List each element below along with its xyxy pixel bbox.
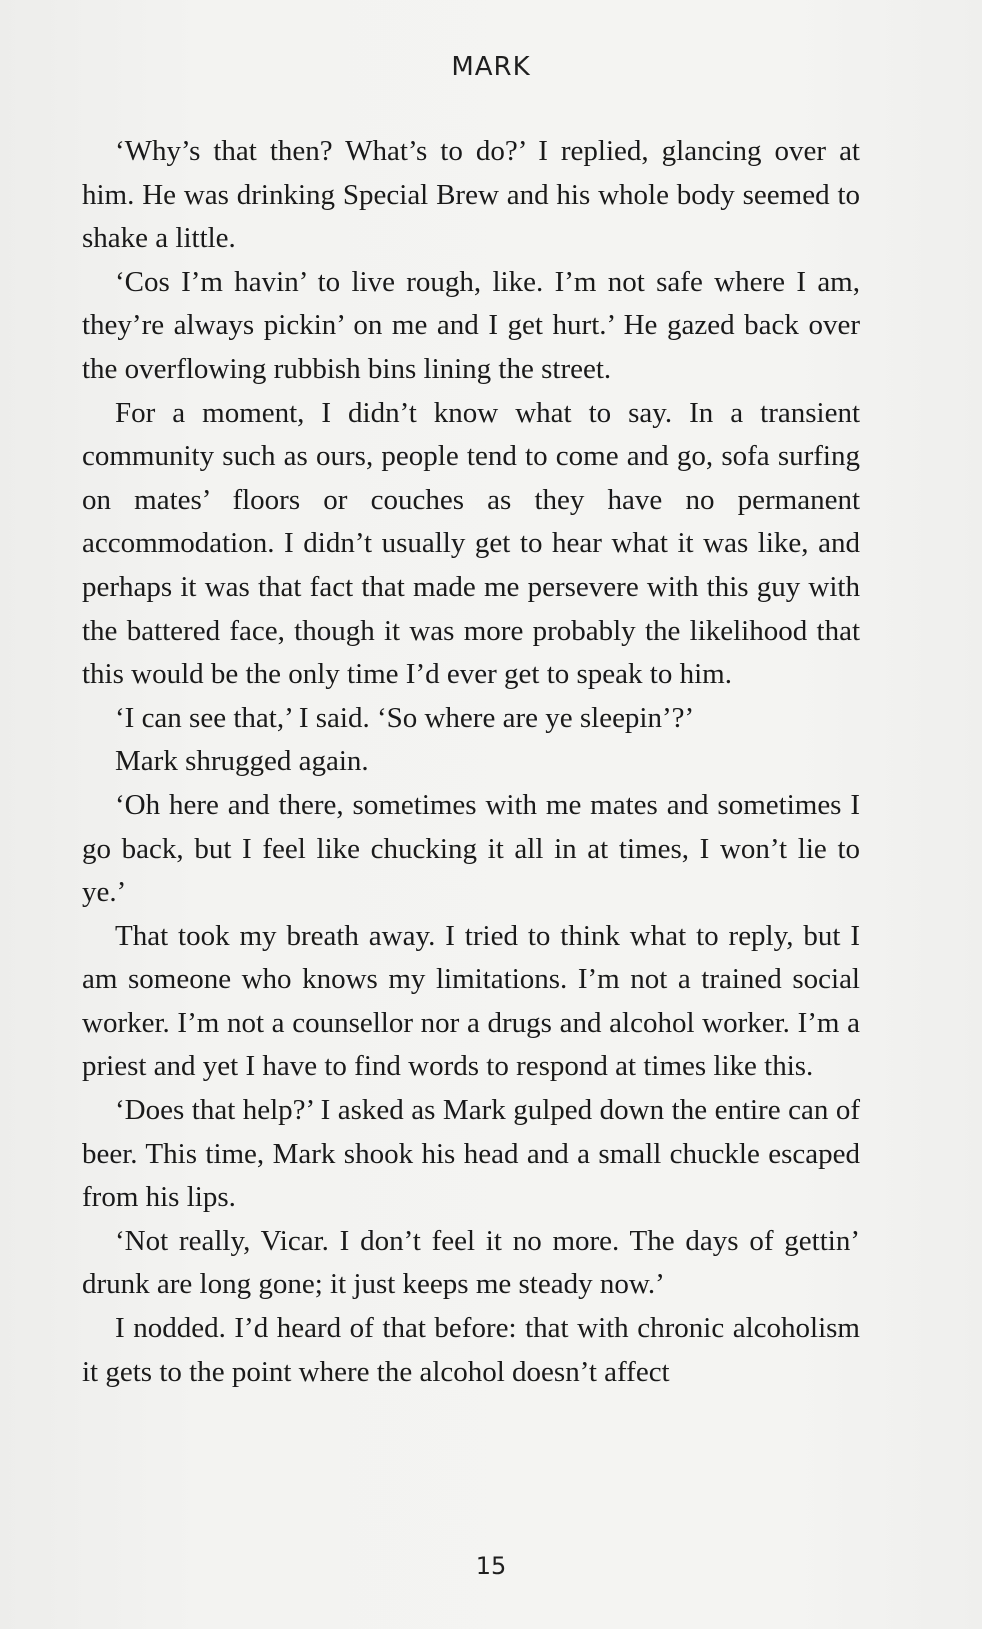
body-text [82,130,860,1394]
paragraph: ‘Why’s that then? What’s to do?’ I replied, glancing over at him. He was drinking Special Brew and his whole body seemed to shake a little. [82,135,860,255]
paragraph: ‘I can see that,’ I said. ‘So where are ye sleepin’?’ [115,701,695,734]
paragraph: For a moment, I didn’t know what to say. In a transient community such as ours, people tend to come and go, sofa surfing on mates’ floors or couches as they have no permanent accommodation. I didn’t usually get to hear what it was like, and perhaps it was that fact that made me persevere with this guy with the battered face, though it was more probably the likelihood that this would be the only time I’d ever get to speak to him. [82,396,860,691]
paragraph: That took my breath away. I tried to think what to reply, but I am someone who knows my limitations. I’m not a trained social worker. I’m not a counsellor nor a drugs and alcohol worker. I’m a priest and yet I have to find words to respond at times like this. [82,919,860,1083]
paragraph: ‘Does that help?’ I asked as Mark gulped down the entire can of beer. This time, Mark shook his head and a small chuckle escaped from his lips. [82,1094,860,1214]
running-head: MARK [451,52,531,82]
paragraph: I nodded. I’d heard of that before: that with chronic alcoholism it gets to the point where the alcohol doesn’t affect [82,1312,860,1388]
paragraph: Mark shrugged again. [115,745,369,778]
paragraph: ‘Oh here and there, sometimes with me mates and sometimes I go back, but I feel like chucking it all in at times, I won’t lie to ye.’ [82,788,860,909]
paragraph: ‘Cos I’m havin’ to live rough, like. I’m not safe where I am, they’re always pickin’ on me and I get hurt.’ He gazed back over the overflowing rubbish bins lining the street. [82,265,860,385]
page-number: 15 [475,1552,507,1580]
paragraph: ‘Not really, Vicar. I don’t feel it no more. The days of gettin’ drunk are long gone; it just keeps me steady now.’ [82,1224,860,1301]
